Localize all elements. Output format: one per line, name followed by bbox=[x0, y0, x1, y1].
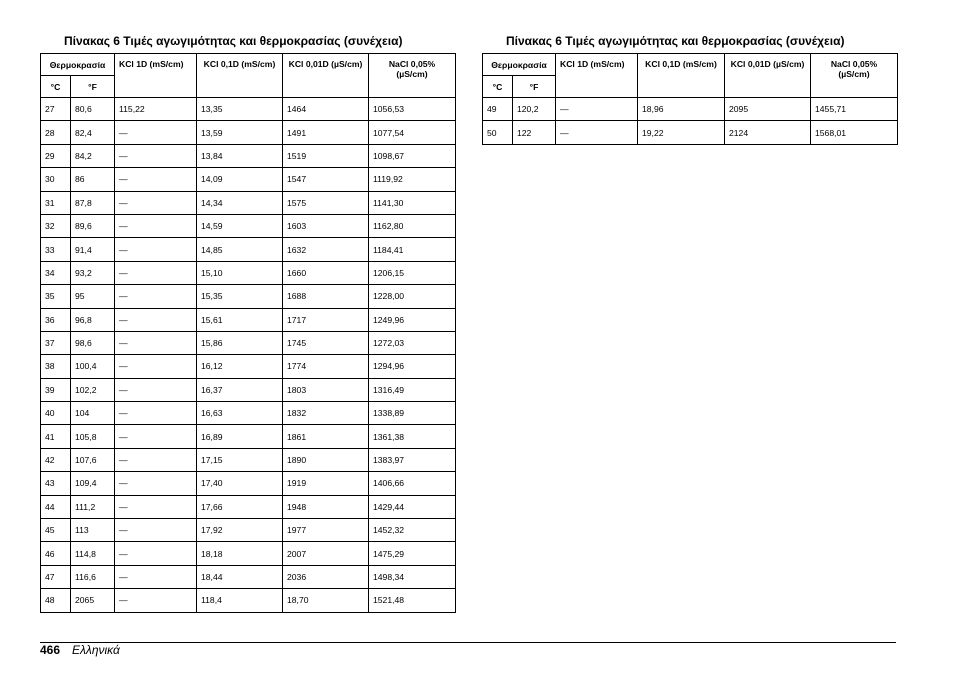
table-row bbox=[41, 542, 456, 565]
table-cell: 1575 bbox=[283, 191, 369, 214]
table-cell: 1861 bbox=[283, 425, 369, 448]
table-row bbox=[41, 589, 456, 612]
table-cell: 1632 bbox=[283, 238, 369, 261]
table-cell: — bbox=[115, 589, 197, 612]
table-cell: 122 bbox=[513, 121, 556, 144]
table-cell: 1774 bbox=[283, 355, 369, 378]
table-body-right bbox=[483, 98, 898, 145]
table-cell: 1077,54 bbox=[369, 121, 456, 144]
table-row bbox=[41, 98, 456, 121]
table-cell: — bbox=[115, 565, 197, 588]
table-cell: 1098,67 bbox=[369, 144, 456, 167]
table-cell: 41 bbox=[41, 425, 71, 448]
table-cell: 1249,96 bbox=[369, 308, 456, 331]
table-cell: 1056,53 bbox=[369, 98, 456, 121]
header-celsius: °C bbox=[483, 76, 513, 98]
table-cell: 96,8 bbox=[71, 308, 115, 331]
table-cell: 1272,03 bbox=[369, 331, 456, 354]
table-cell: 100,4 bbox=[71, 355, 115, 378]
table-cell: 115,22 bbox=[115, 98, 197, 121]
table-cell: 1429,44 bbox=[369, 495, 456, 518]
conductivity-table-right bbox=[482, 53, 898, 145]
table-cell: 43 bbox=[41, 472, 71, 495]
table-cell: 1603 bbox=[283, 214, 369, 237]
table-cell: 1383,97 bbox=[369, 448, 456, 471]
header-nacl-005: NaCl 0,05% (µS/cm) bbox=[811, 54, 898, 98]
table-cell: 45 bbox=[41, 519, 71, 542]
table-cell: 1294,96 bbox=[369, 355, 456, 378]
table-cell: 1361,38 bbox=[369, 425, 456, 448]
table-row bbox=[41, 402, 456, 425]
header-temperature: Θερμοκρασία bbox=[41, 54, 115, 76]
table-cell: 1745 bbox=[283, 331, 369, 354]
table-cell: 1948 bbox=[283, 495, 369, 518]
table-cell: 1717 bbox=[283, 308, 369, 331]
header-kcl-01d: KCl 0,1D (mS/cm) bbox=[638, 54, 725, 98]
table-cell: 89,6 bbox=[71, 214, 115, 237]
header-fahrenheit: °F bbox=[71, 76, 115, 98]
table-cell: 1452,32 bbox=[369, 519, 456, 542]
table-cell: 80,6 bbox=[71, 98, 115, 121]
table-cell: 15,35 bbox=[197, 285, 283, 308]
table-cell: — bbox=[115, 191, 197, 214]
table-cell: 18,96 bbox=[638, 98, 725, 121]
table-cell: — bbox=[115, 355, 197, 378]
table-cell: 15,10 bbox=[197, 261, 283, 284]
table-row bbox=[41, 355, 456, 378]
table-cell: — bbox=[115, 378, 197, 401]
table-cell: 18,44 bbox=[197, 565, 283, 588]
table-cell: 1475,29 bbox=[369, 542, 456, 565]
table-row bbox=[41, 495, 456, 518]
table-cell: — bbox=[115, 472, 197, 495]
table-row bbox=[41, 191, 456, 214]
table-cell: 91,4 bbox=[71, 238, 115, 261]
table-cell: 44 bbox=[41, 495, 71, 518]
table-cell: 93,2 bbox=[71, 261, 115, 284]
table-cell: 30 bbox=[41, 168, 71, 191]
table-cell: 114,8 bbox=[71, 542, 115, 565]
table-cell: 116,6 bbox=[71, 565, 115, 588]
table-row bbox=[41, 472, 456, 495]
table-cell: — bbox=[115, 214, 197, 237]
table-cell: 102,2 bbox=[71, 378, 115, 401]
table-cell: 18,70 bbox=[283, 589, 369, 612]
header-fahrenheit: °F bbox=[513, 76, 556, 98]
table-cell: 14,09 bbox=[197, 168, 283, 191]
table-cell: 1547 bbox=[283, 168, 369, 191]
table-cell: — bbox=[115, 402, 197, 425]
table-cell: 17,15 bbox=[197, 448, 283, 471]
table-cell: — bbox=[115, 121, 197, 144]
table-cell: 1977 bbox=[283, 519, 369, 542]
table-cell: 105,8 bbox=[71, 425, 115, 448]
table-cell: 17,92 bbox=[197, 519, 283, 542]
table-cell: — bbox=[115, 542, 197, 565]
table-caption-left: Πίνακας 6 Τιμές αγωγιμότητας και θερμοκρασίας (συνέχεια) bbox=[64, 34, 403, 48]
table-cell: 2036 bbox=[283, 565, 369, 588]
table-cell: 1832 bbox=[283, 402, 369, 425]
table-row bbox=[41, 214, 456, 237]
table-row bbox=[41, 144, 456, 167]
header-kcl-01d: KCl 0,1D (mS/cm) bbox=[197, 54, 283, 98]
table-cell: 2095 bbox=[725, 98, 811, 121]
table-cell: 1519 bbox=[283, 144, 369, 167]
footer-divider bbox=[40, 642, 896, 643]
table-cell: 120,2 bbox=[513, 98, 556, 121]
conductivity-table-left bbox=[40, 53, 456, 613]
table-cell: — bbox=[115, 331, 197, 354]
table-row bbox=[41, 519, 456, 542]
table-row bbox=[483, 98, 898, 121]
table-cell: 1498,34 bbox=[369, 565, 456, 588]
table-cell: 1455,71 bbox=[811, 98, 898, 121]
table-cell: 111,2 bbox=[71, 495, 115, 518]
table-cell: — bbox=[115, 519, 197, 542]
table-cell: — bbox=[115, 285, 197, 308]
table-cell: 1464 bbox=[283, 98, 369, 121]
table-cell: 109,4 bbox=[71, 472, 115, 495]
table-cell: 1568,01 bbox=[811, 121, 898, 144]
table-cell: 15,61 bbox=[197, 308, 283, 331]
table-cell: 95 bbox=[71, 285, 115, 308]
table-cell: 35 bbox=[41, 285, 71, 308]
table-cell: 1406,66 bbox=[369, 472, 456, 495]
table-cell: 13,84 bbox=[197, 144, 283, 167]
table-cell: 1184,41 bbox=[369, 238, 456, 261]
table-cell: 1141,30 bbox=[369, 191, 456, 214]
table-cell: 1162,80 bbox=[369, 214, 456, 237]
table-caption-right: Πίνακας 6 Τιμές αγωγιμότητας και θερμοκρασίας (συνέχεια) bbox=[506, 34, 845, 48]
table-cell: — bbox=[115, 448, 197, 471]
table-cell: 16,37 bbox=[197, 378, 283, 401]
table-cell: 46 bbox=[41, 542, 71, 565]
table-cell: 1803 bbox=[283, 378, 369, 401]
table-cell: 16,12 bbox=[197, 355, 283, 378]
table-cell: 39 bbox=[41, 378, 71, 401]
table-cell: 27 bbox=[41, 98, 71, 121]
table-cell: 40 bbox=[41, 402, 71, 425]
header-kcl-1d: KCl 1D (mS/cm) bbox=[556, 54, 638, 98]
table-cell: 1119,92 bbox=[369, 168, 456, 191]
table-cell: 2124 bbox=[725, 121, 811, 144]
page-number: 466 bbox=[40, 643, 61, 657]
table-cell: 2007 bbox=[283, 542, 369, 565]
table-cell: 19,22 bbox=[638, 121, 725, 144]
table-row bbox=[41, 308, 456, 331]
table-row bbox=[41, 261, 456, 284]
table-cell: 107,6 bbox=[71, 448, 115, 471]
table-row bbox=[41, 448, 456, 471]
table-cell: 16,89 bbox=[197, 425, 283, 448]
table-cell: — bbox=[556, 121, 638, 144]
footer-language: Ελληνικά bbox=[72, 643, 120, 657]
table-cell: 31 bbox=[41, 191, 71, 214]
table-cell: 50 bbox=[483, 121, 513, 144]
table-cell: 86 bbox=[71, 168, 115, 191]
table-cell: 48 bbox=[41, 589, 71, 612]
table-cell: 33 bbox=[41, 238, 71, 261]
table-body-left bbox=[41, 98, 456, 613]
table-row bbox=[41, 565, 456, 588]
table-cell: — bbox=[115, 425, 197, 448]
table-cell: 98,6 bbox=[71, 331, 115, 354]
table-row bbox=[41, 331, 456, 354]
table-cell: 1228,00 bbox=[369, 285, 456, 308]
table-row bbox=[41, 378, 456, 401]
table-cell: 37 bbox=[41, 331, 71, 354]
table-cell: 13,35 bbox=[197, 98, 283, 121]
table-cell: 36 bbox=[41, 308, 71, 331]
header-kcl-001d: KCl 0,01D (µS/cm) bbox=[283, 54, 369, 98]
table-cell: 14,59 bbox=[197, 214, 283, 237]
table-cell: 1316,49 bbox=[369, 378, 456, 401]
table-cell: 17,40 bbox=[197, 472, 283, 495]
table-cell: 87,8 bbox=[71, 191, 115, 214]
table-row bbox=[483, 121, 898, 144]
table-cell: 32 bbox=[41, 214, 71, 237]
table-cell: 104 bbox=[71, 402, 115, 425]
table-cell: — bbox=[115, 168, 197, 191]
table-cell: 1919 bbox=[283, 472, 369, 495]
table-cell: 113 bbox=[71, 519, 115, 542]
table-row bbox=[41, 168, 456, 191]
table-row bbox=[41, 425, 456, 448]
table-cell: — bbox=[115, 238, 197, 261]
table-cell: 28 bbox=[41, 121, 71, 144]
table-row bbox=[41, 238, 456, 261]
table-cell: 34 bbox=[41, 261, 71, 284]
table-cell: 1206,15 bbox=[369, 261, 456, 284]
table-cell: 47 bbox=[41, 565, 71, 588]
header-temperature: Θερμοκρασία bbox=[483, 54, 556, 76]
table-cell: 13,59 bbox=[197, 121, 283, 144]
table-cell: 2065 bbox=[71, 589, 115, 612]
table-cell: 16,63 bbox=[197, 402, 283, 425]
table-cell: 42 bbox=[41, 448, 71, 471]
table-cell: 1660 bbox=[283, 261, 369, 284]
table-cell: — bbox=[115, 495, 197, 518]
table-cell: — bbox=[115, 308, 197, 331]
table-cell: 29 bbox=[41, 144, 71, 167]
table-cell: 1521,48 bbox=[369, 589, 456, 612]
table-cell: 49 bbox=[483, 98, 513, 121]
table-cell: 15,86 bbox=[197, 331, 283, 354]
table-cell: 84,2 bbox=[71, 144, 115, 167]
table-cell: 1890 bbox=[283, 448, 369, 471]
table-cell: 82,4 bbox=[71, 121, 115, 144]
header-kcl-001d: KCl 0,01D (µS/cm) bbox=[725, 54, 811, 98]
header-nacl-005: NaCl 0,05% (µS/cm) bbox=[369, 54, 456, 98]
table-cell: — bbox=[115, 144, 197, 167]
table-cell: 38 bbox=[41, 355, 71, 378]
table-cell: 1688 bbox=[283, 285, 369, 308]
table-cell: 18,18 bbox=[197, 542, 283, 565]
table-cell: 17,66 bbox=[197, 495, 283, 518]
table-cell: 14,85 bbox=[197, 238, 283, 261]
header-kcl-1d: KCl 1D (mS/cm) bbox=[115, 54, 197, 98]
table-cell: 1338,89 bbox=[369, 402, 456, 425]
table-cell: — bbox=[556, 98, 638, 121]
table-cell: — bbox=[115, 261, 197, 284]
table-cell: 14,34 bbox=[197, 191, 283, 214]
table-cell: 118,4 bbox=[197, 589, 283, 612]
table-cell: 1491 bbox=[283, 121, 369, 144]
table-row bbox=[41, 285, 456, 308]
header-celsius: °C bbox=[41, 76, 71, 98]
table-row bbox=[41, 121, 456, 144]
